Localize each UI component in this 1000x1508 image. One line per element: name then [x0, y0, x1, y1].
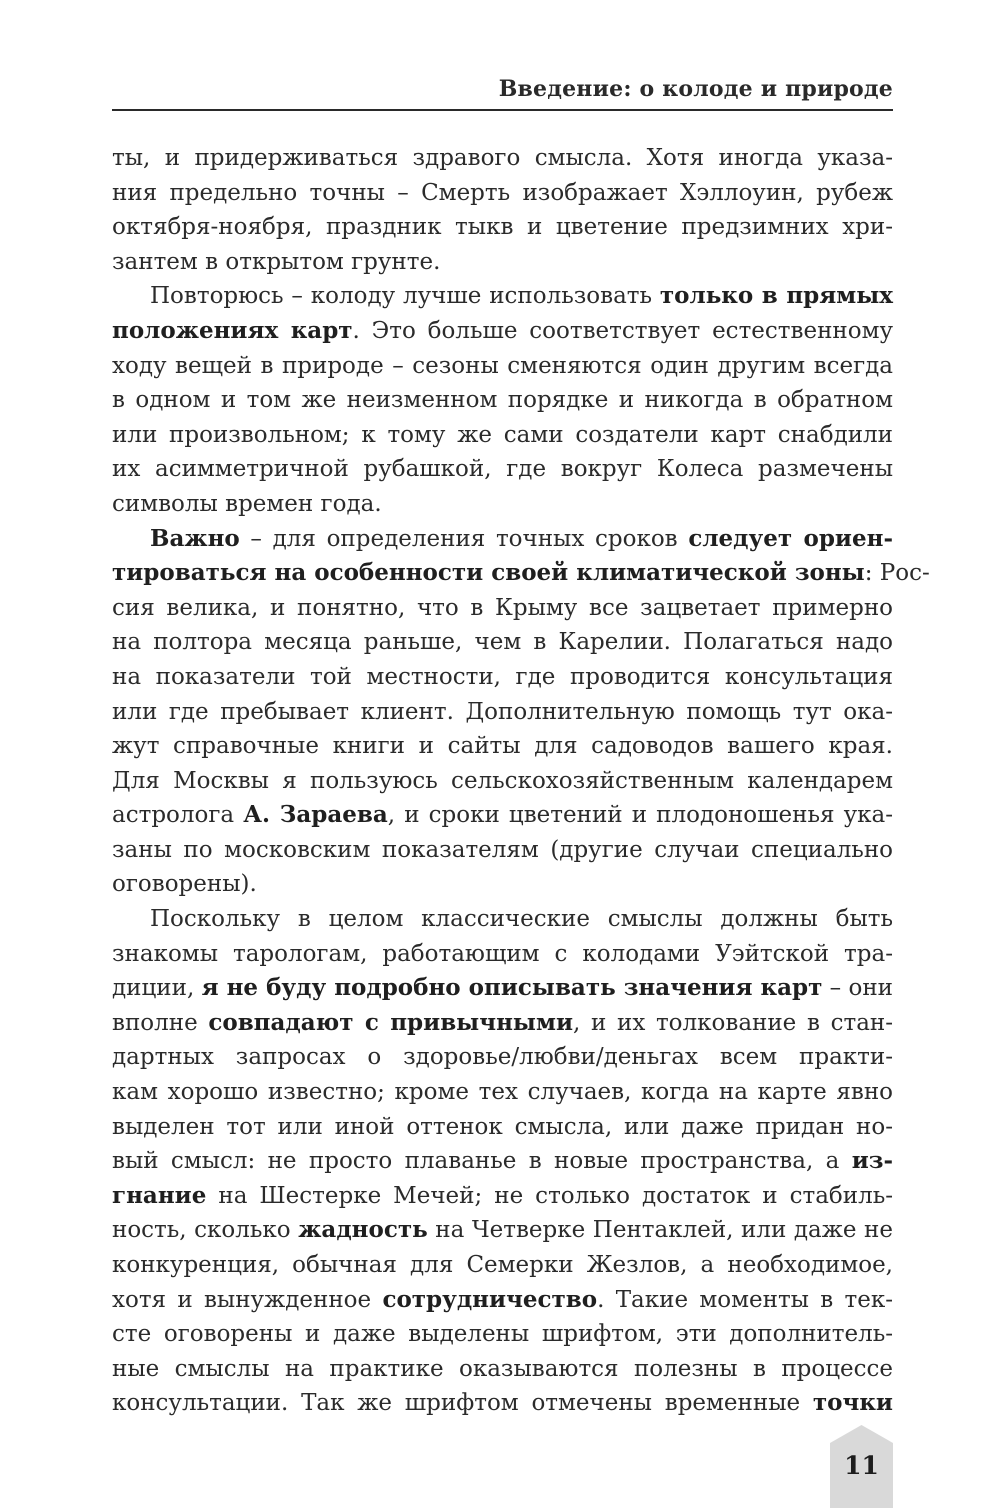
- bold-phrase: из-: [851, 1147, 893, 1175]
- text-line: вый смысл: не просто плаванье в новые пространства, а из-: [112, 1147, 893, 1175]
- running-header: Введение: о колоде и природе: [498, 76, 893, 102]
- text-line: консультации. Так же шрифтом отмечены временные точки: [112, 1389, 893, 1417]
- text-line: Поскольку в целом классические смыслы должны быть: [150, 906, 893, 933]
- page-number-tab: [830, 1425, 893, 1508]
- body-text: [112, 141, 930, 1421]
- text-line: ность, сколько жадность на Четверке Пентаклей, или даже не: [112, 1216, 893, 1244]
- text-line: знакомы тарологам, работающим с колодами Уэйтской тра-: [112, 940, 893, 967]
- text-line: символы времен года.: [112, 490, 382, 517]
- bold-phrase: положениях карт: [112, 316, 353, 344]
- text-line: ния предельно точны – Смерть изображает Хэллоуин, рубеж: [112, 179, 893, 206]
- text-line: Повторюсь – колоду лучше использовать только в прямых: [150, 282, 893, 310]
- bold-phrase: гнание: [112, 1181, 207, 1209]
- text-line: Важно – для определения точных сроков следует ориен-: [150, 524, 893, 552]
- text-line: кам хорошо известно; кроме тех случаев, когда на карте явно: [112, 1079, 893, 1106]
- bold-phrase: только в прямых: [659, 282, 893, 310]
- bold-phrase: А. Зараева: [243, 801, 388, 829]
- bold-phrase: точки: [812, 1389, 893, 1417]
- bold-phrase: следует ориен-: [688, 524, 893, 552]
- text-line: октября-ноября, праздник тыкв и цветение предзимних хри-: [112, 214, 893, 241]
- text-line: заны по московским показателям (другие случаи специально: [112, 836, 893, 863]
- text-line: сте оговорены и даже выделены шрифтом, эти дополнитель-: [112, 1321, 893, 1348]
- text-line: гнание на Шестерке Мечей; не столько достаток и стабиль-: [112, 1181, 893, 1209]
- page-number: 11: [844, 1451, 879, 1480]
- text-line: вполне совпадают с привычными, и их толкование в стан-: [112, 1008, 894, 1036]
- text-line: на полтора месяца раньше, чем в Карелии. Полагаться надо: [112, 629, 893, 656]
- text-line: положениях карт. Это больше соответствует естественному: [112, 316, 893, 344]
- text-line: Для Москвы я пользуюсь сельскохозяйственным календарем: [112, 767, 893, 794]
- text-line: сия велика, и понятно, что в Крыму все зацветает примерно: [112, 594, 893, 621]
- header-rule: [112, 109, 893, 111]
- text-line: или где пребывает клиент. Дополнительную помощь тут ока-: [112, 698, 893, 725]
- bold-phrase: тироваться на особенности своей климатической зоны: [112, 559, 865, 587]
- bold-phrase: жадность: [298, 1216, 428, 1244]
- text-line: хотя и вынужденное сотрудничество. Такие моменты в тек-: [112, 1285, 893, 1313]
- text-line: диции, я не буду подробно описывать значения карт – они: [112, 974, 893, 1002]
- text-line: зантем в открытом грунте.: [112, 248, 441, 275]
- text-line: астролога А. Зараева, и сроки цветений и плодоношенья ука-: [112, 801, 893, 829]
- text-line: тироваться на особенности своей климатической зоны: Рос-: [112, 559, 930, 587]
- text-line: на показатели той местности, где проводится консультация: [112, 663, 893, 690]
- bold-phrase: я не буду подробно описывать значения карт: [201, 974, 823, 1002]
- text-line: жут справочные книги и сайты для садоводов вашего края.: [112, 733, 893, 760]
- text-line: ты, и придерживаться здравого смысла. Хотя иногда указа-: [112, 145, 893, 171]
- bold-phrase: сотрудничество: [382, 1285, 598, 1313]
- text-line: ные смыслы на практике оказываются полезны в процессе: [112, 1355, 893, 1382]
- bold-phrase: совпадают с привычными: [208, 1008, 574, 1036]
- text-line: ходу вещей в природе – сезоны сменяются один другим всегда: [112, 352, 893, 379]
- text-line: их асимметричной рубашкой, где вокруг Колеса размечены: [112, 456, 893, 483]
- text-line: оговорены).: [112, 871, 257, 898]
- text-line: дартных запросах о здоровье/любви/деньгах всем практи-: [112, 1044, 893, 1071]
- bold-phrase: Важно: [150, 524, 240, 552]
- text-line: в одном и том же неизменном порядке и никогда в обратном: [112, 387, 893, 414]
- text-line: или произвольном; к тому же сами создатели карт снабдили: [112, 421, 893, 448]
- text-line: выделен тот или иной оттенок смысла, или даже придан но-: [112, 1113, 893, 1140]
- text-line: конкуренция, обычная для Семерки Жезлов, а необходимое,: [112, 1252, 893, 1278]
